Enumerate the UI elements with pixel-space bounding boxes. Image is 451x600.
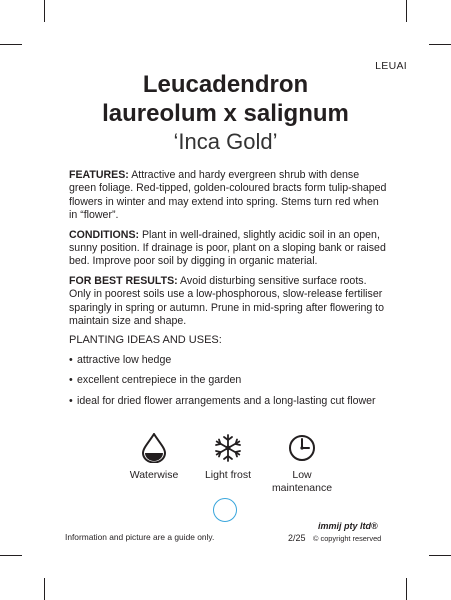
waterwise-badge [118, 433, 190, 495]
best-results-text: Avoid disturbing sensitive surface roots. Only in poorest soils use a low-phosphorous, slow-release fertiliser sparingly in spring or autumn. Prune in mid-spring after flowering to maintain size and shape. [69, 274, 385, 328]
features-label: FEATURES: [69, 169, 129, 181]
features-text: Attractive and hardy evergreen shrub with dense green foliage. Red-tipped, golden-coloured bracts form tulip-shaped flowers in winter and may extend into spring. Stems turn red when in “flower”. [69, 169, 387, 222]
blue-circle-marker [213, 498, 237, 522]
label-body [69, 169, 387, 415]
best-results-paragraph [69, 275, 387, 329]
crop-mark [429, 44, 451, 45]
list-item: • excellent centrepiece in the garden [69, 374, 387, 387]
crop-mark [429, 555, 451, 556]
features-paragraph [69, 169, 387, 223]
list-item: • ideal for dried flower arrangements and a long-lasting cut flower [69, 395, 387, 408]
crop-mark [0, 44, 22, 45]
title-cultivar: ‘Inca Gold’ [173, 129, 278, 154]
plant-title [40, 70, 411, 155]
light-frost-badge [192, 433, 264, 495]
low-maintenance-badge [266, 433, 338, 495]
list-item: • attractive low hedge [69, 354, 387, 367]
crop-mark [406, 0, 407, 22]
light-frost-label: Light frost [204, 469, 252, 481]
crop-mark [44, 0, 45, 22]
conditions-text: Plant in well-drained, slightly acidic soil in an open, sunny position. If drainage is poor, plant on a sloping bank or raised bed. Improve poor soil by digging in organic material. [69, 228, 386, 268]
crop-mark [406, 578, 407, 600]
crop-mark [44, 578, 45, 600]
crop-mark [0, 555, 22, 556]
conditions-paragraph [69, 229, 387, 269]
care-icons [118, 433, 338, 495]
title-genus: Leucadendron [142, 71, 309, 98]
title-species: laureolum x salignum [102, 100, 349, 127]
water-drop-icon [141, 433, 167, 463]
planting-list [69, 354, 387, 408]
disclaimer: Information and picture are a guide only. [65, 532, 215, 542]
conditions-label: CONDITIONS: [69, 228, 140, 241]
clock-icon [287, 433, 317, 463]
brand-name: immij pty ltd® [318, 521, 378, 531]
low-maintenance-label: Low maintenance [271, 469, 333, 494]
product-code: LEUAI [375, 60, 407, 72]
best-results-label: FOR BEST RESULTS: [69, 274, 178, 287]
snowflake-icon [213, 433, 243, 463]
copyright-notice: © copyright reserved [313, 534, 382, 543]
planting-heading: PLANTING IDEAS AND USES: [69, 334, 222, 347]
waterwise-label: Waterwise [129, 469, 179, 481]
page-number: 2/25 [288, 533, 306, 543]
